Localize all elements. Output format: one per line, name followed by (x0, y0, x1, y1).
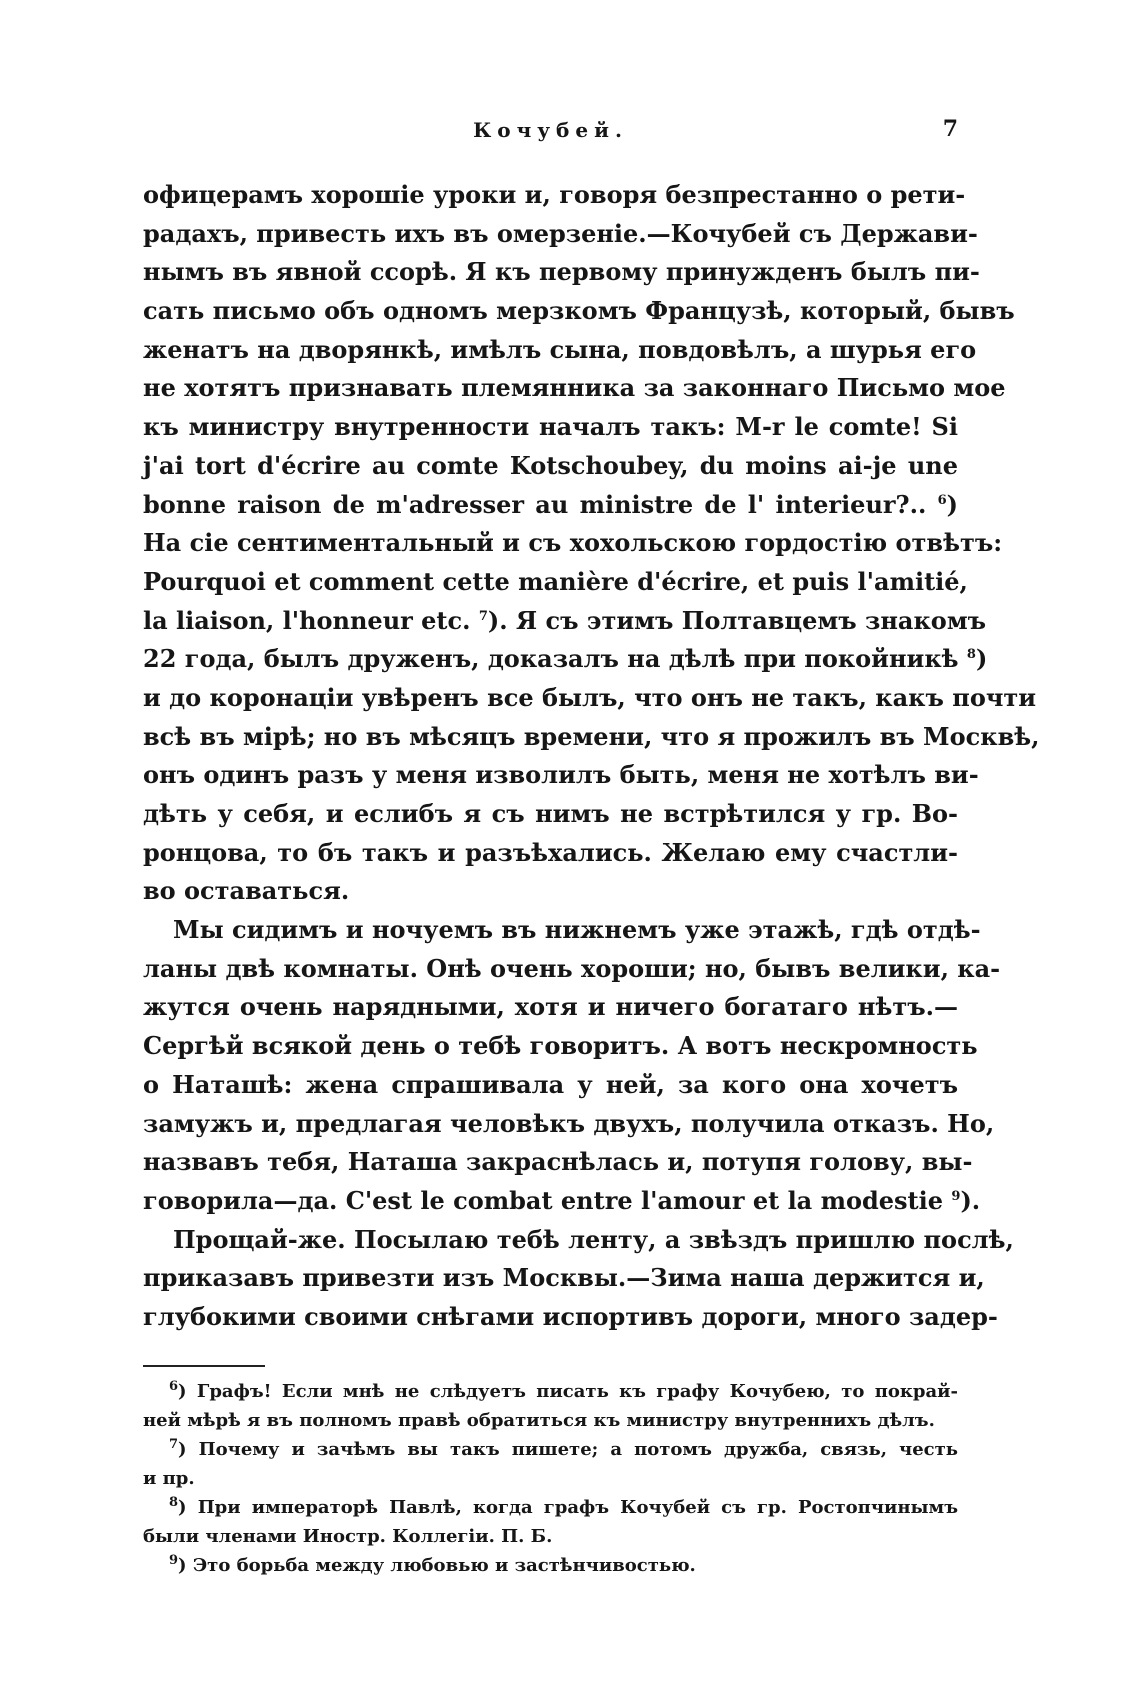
footnote-line (143, 1377, 958, 1406)
footnote-separator (143, 1365, 265, 1367)
text-line (143, 602, 987, 641)
book-page (143, 100, 1040, 1580)
footnote-ref-8: 8 (966, 647, 976, 663)
footnote-ref-7: 7 (478, 608, 488, 624)
text-fragment: ). (960, 1185, 981, 1215)
text-line: офицерамъ хорошіе уроки и, говоря безпрестанно о рети- (143, 180, 966, 209)
text-line: ронцова, то бъ такъ и разъѣхались. Желаю ему счастли- (143, 837, 958, 867)
text-fragment: При императорѣ Павлѣ, когда графъ Кочубей съ гр. Ростопчинымъ (197, 1496, 958, 1518)
text-line: Сергѣй всякой день о тебѣ говоритъ. А вотъ нескромность (143, 1031, 978, 1061)
text-fragment: Это борьба между любовью и застѣнчивостью. (192, 1554, 696, 1576)
text-line: Прощай-же. Посылаю тебѣ ленту, а звѣздъ пришлю послѣ, (173, 1224, 1014, 1254)
text-line: замужъ и, предлагая человѣкъ двухъ, получила отказъ. Но, (143, 1108, 995, 1138)
text-line: къ министру внутренности началъ такъ: M-r le comte! Si (143, 412, 958, 442)
text-line: глубокими своими снѣгами испортивъ дороги, много задер- (143, 1301, 998, 1331)
text-fragment: ). Я съ этимъ Полтавцемъ знакомъ (487, 605, 987, 635)
footnote-line: были членами Иностр. Коллегіи. П. Б. (143, 1525, 553, 1547)
text-line: ланы двѣ комнаты. Онѣ очень хороши; но, бывъ велики, ка- (143, 953, 1001, 983)
footnote-line: ней мѣрѣ я въ полномъ правѣ обратиться къ министру внутреннихъ дѣлъ. (143, 1409, 935, 1431)
text-line: Pourquoi et comment cette manière d'écrire, et puis l'amitié, (143, 566, 968, 596)
text-fragment: ) (178, 1496, 187, 1518)
text-line: назвавъ тебя, Наташа закраснѣлась и, потупя голову, вы- (143, 1147, 973, 1177)
text-line: жутся очень нарядными, хотя и ничего богатаго нѣтъ.— (143, 992, 958, 1022)
footnote-mark-8: 8 (169, 1494, 179, 1510)
page-header (143, 100, 958, 140)
text-line: сать письмо объ одномъ мерзкомъ Французѣ, который, бывъ (143, 296, 1015, 326)
text-fragment: ) (178, 1554, 187, 1576)
text-line: радахъ, привесть ихъ въ омерзеніе.—Кочубей съ Держави- (143, 218, 978, 248)
text-fragment: Почему и зачѣмъ вы такъ пишете; а потомъ дружба, связь, честь (198, 1438, 958, 1460)
text-line: во оставаться. (143, 876, 350, 906)
text-fragment: 22 года, былъ друженъ, доказалъ на дѣлѣ при покойникѣ (143, 644, 959, 674)
text-line: нымъ въ явной ссорѣ. Я къ первому принужденъ былъ пи- (143, 257, 980, 287)
footnote-line (143, 1435, 958, 1464)
text-line: На сіе сентиментальный и съ хохольскою гордостію отвѣтъ: (143, 528, 1003, 558)
text-line: онъ одинъ разъ у меня изволилъ быть, меня не хотѣлъ ви- (143, 760, 979, 790)
text-fragment: ) (975, 644, 988, 674)
footnote-ref-6: 6 (937, 492, 947, 508)
text-line: не хотятъ признавать племянника за законнаго Письмо мое (143, 373, 1006, 403)
body-text (143, 176, 1040, 1337)
text-line (143, 640, 988, 679)
text-fragment: ) (946, 489, 959, 519)
footnote-mark-9: 9 (169, 1552, 179, 1568)
text-fragment: ) (178, 1380, 187, 1402)
footnote-mark-6: 6 (169, 1378, 179, 1394)
text-line: дѣть у себя, и еслибъ я съ нимъ не встрѣтился у гр. Во- (143, 799, 958, 828)
footnotes (143, 1377, 958, 1580)
text-fragment: la liaison, l'honneur etc. (143, 605, 471, 635)
text-line: женатъ на дворянкѣ, имѣлъ сына, повдовѣлъ, а шурья его (143, 334, 977, 364)
text-line: j'ai tort d'écrire au comte Kotschoubey, du moins ai-je une (143, 450, 958, 480)
text-line (143, 486, 958, 525)
page-number: 7 (942, 116, 958, 142)
running-title: Кочубей. (473, 118, 628, 142)
text-fragment: ) (178, 1438, 187, 1460)
text-fragment: Графъ! Если мнѣ не слѣдуетъ писать къ графу Кочубею, то покрай- (196, 1380, 958, 1402)
text-fragment: bonne raison de m'adresser au ministre de l' interieur?.. (143, 489, 927, 519)
footnote-line (143, 1551, 958, 1580)
text-line: о Наташѣ: жена спрашивала у ней, за кого она хочетъ (143, 1069, 958, 1099)
footnote-ref-9: 9 (951, 1188, 961, 1204)
text-line: Мы сидимъ и ночуемъ въ нижнемъ уже этажѣ, гдѣ отдѣ- (173, 915, 981, 945)
text-line: приказавъ привезти изъ Москвы.—Зима наша держится и, (143, 1263, 985, 1293)
text-fragment: говорила—да. C'est le combat entre l'amour et la modestie (143, 1185, 944, 1215)
footnote-line (143, 1493, 958, 1522)
text-line (143, 1182, 981, 1221)
text-line: всѣ въ мірѣ; но въ мѣсяцъ времени, что я прожилъ въ Москвѣ, (143, 721, 1040, 751)
footnote-line: и пр. (143, 1467, 195, 1489)
text-line: и до коронаціи увѣренъ все былъ, что онъ не такъ, какъ почти (143, 682, 1037, 712)
footnote-mark-7: 7 (169, 1436, 179, 1452)
